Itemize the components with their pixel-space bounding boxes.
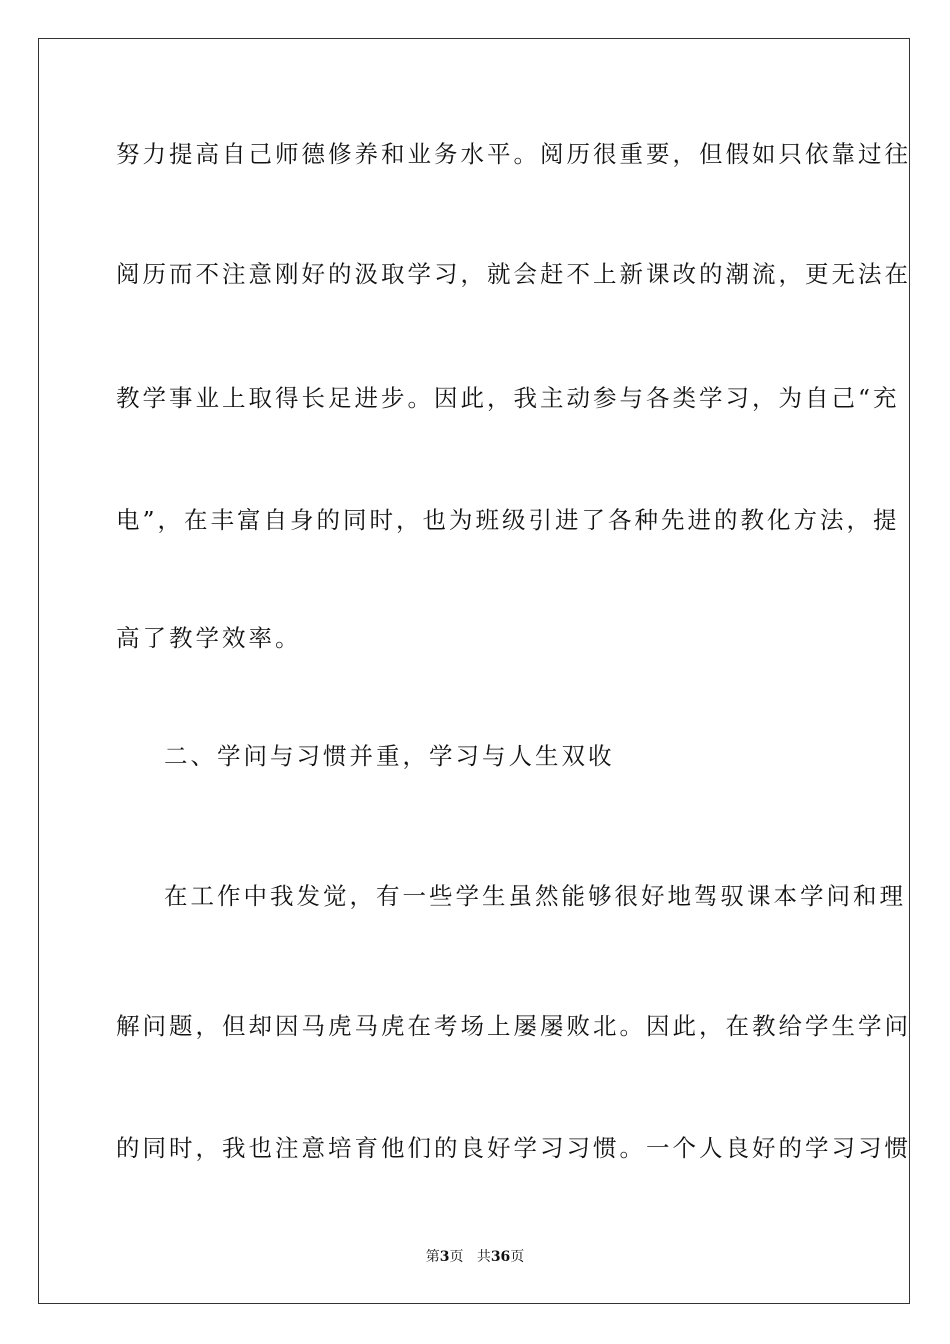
body-line-6: 在工作中我发觉，有一些学生虽然能够很好地驾驭课本学问和理 — [164, 882, 906, 910]
footer-page-suffix: 页 — [449, 1249, 464, 1265]
section-heading: 二、学问与习惯并重，学习与人生双收 — [164, 742, 615, 770]
body-line-1: 努力提高自己师德修养和业务水平。阅历很重要，但假如只依靠过往 — [116, 140, 911, 168]
page-frame — [38, 38, 910, 1304]
body-line-4: 电”，在丰富自身的同时，也为班级引进了各种先进的教化方法，提 — [116, 506, 900, 534]
body-line-2: 阅历而不注意刚好的汲取学习，就会赶不上新课改的潮流，更无法在 — [116, 260, 911, 288]
page-footer — [0, 1248, 950, 1266]
footer-page-prefix: 第 — [425, 1249, 440, 1265]
footer-page-number: 3 — [439, 1249, 450, 1265]
body-line-8: 的同时，我也注意培育他们的良好学习习惯。一个人良好的学习习惯 — [116, 1134, 911, 1162]
body-line-3: 教学事业上取得长足进步。因此，我主动参与各类学习，为自己“充 — [116, 384, 900, 412]
footer-total-number: 36 — [490, 1249, 511, 1265]
body-line-5: 高了教学效率。 — [116, 624, 302, 652]
footer-total-suffix: 页 — [510, 1249, 525, 1265]
footer-total-prefix: 共 — [476, 1249, 491, 1265]
body-line-7: 解问题，但却因马虎马虎在考场上屡屡败北。因此，在教给学生学问 — [116, 1012, 911, 1040]
